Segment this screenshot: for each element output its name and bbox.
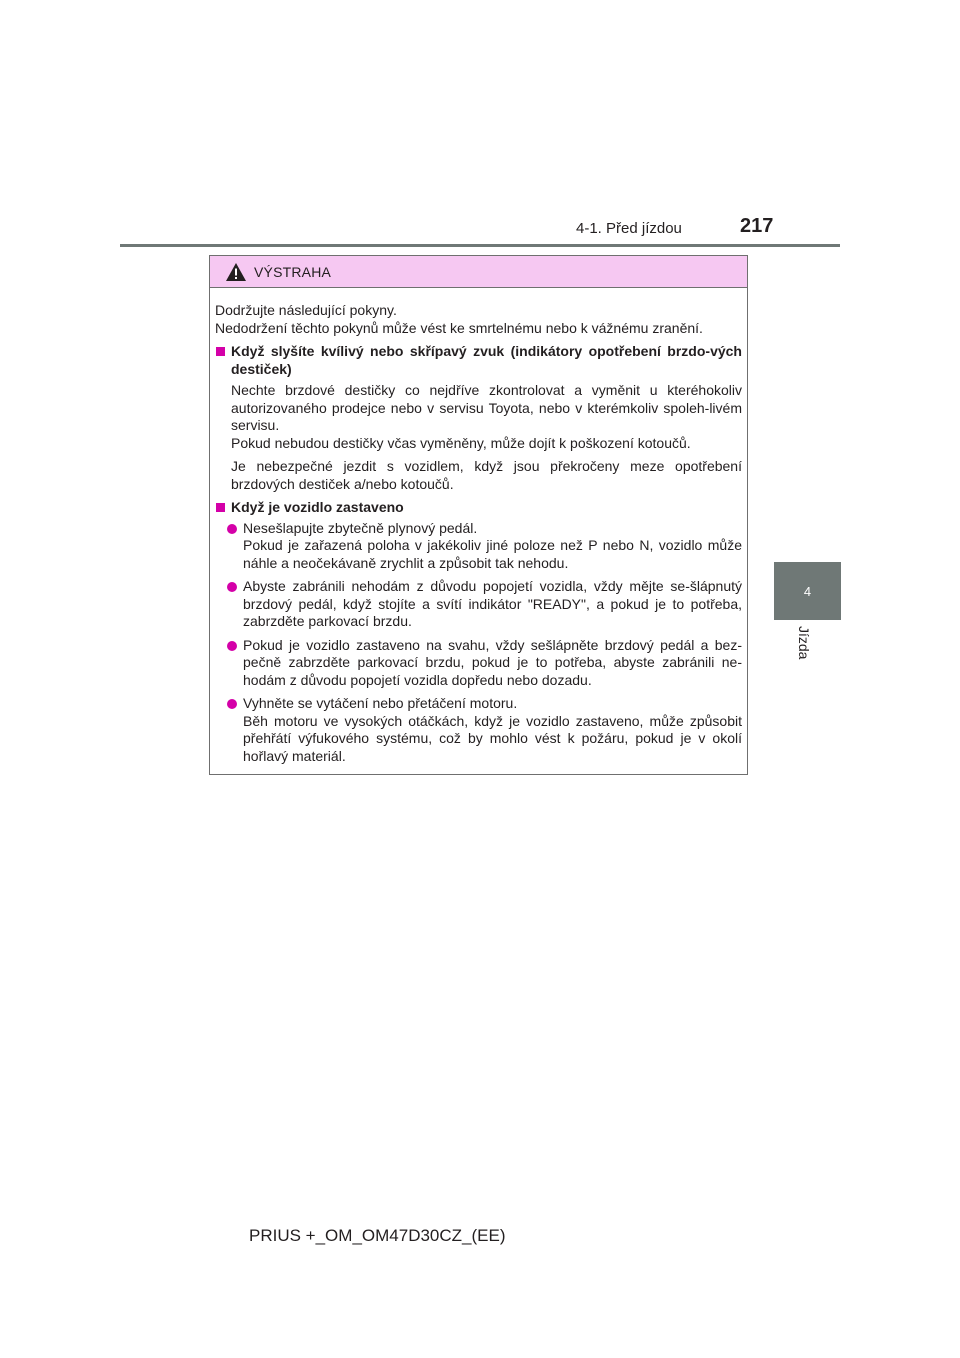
round-bullet-icon — [227, 582, 237, 592]
paragraph-line: Pokud nebudou destičky včas vyměněny, může dojít k poškození kotoučů. — [231, 434, 691, 451]
section-heading-text: Když je vozidlo zastaveno — [231, 499, 404, 515]
document-code: PRIUS +_OM_OM47D30CZ_(EE) — [249, 1226, 506, 1245]
warning-intro — [215, 302, 742, 337]
list-item — [227, 520, 742, 573]
list-item — [227, 637, 742, 690]
square-bullet-icon — [216, 347, 225, 356]
round-bullet-icon — [227, 641, 237, 651]
section-brake-pads — [215, 343, 742, 493]
round-bullet-icon — [227, 524, 237, 534]
paragraph-line: Nechte brzdové destičky co nejdříve zkontrolovat a vyměnit u kteréhokoliv autorizovaného prodejce nebo v servisu Toyota, nebo v kterémkoliv spoleh-livém servisu. — [231, 382, 742, 433]
list-item-line: Vyhněte se vytáčení nebo přetáčení motoru. — [243, 695, 518, 711]
warning-title: VÝSTRAHA — [254, 263, 332, 280]
warning-triangle-icon — [225, 262, 247, 282]
square-bullet-icon — [216, 503, 225, 512]
intro-line: Dodržujte následující pokyny. — [215, 302, 397, 318]
paragraph-line: Je nebezpečné jezdit s vozidlem, když jsou překročeny meze opotřebení brzdových destiček a/nebo kotoučů. — [231, 458, 742, 492]
section-heading-text: Když slyšíte kvílivý nebo skřípavý zvuk (indikátory opotřebení brzdo-vých destiček) — [231, 343, 742, 377]
section-title: 4-1. Před jízdou — [576, 220, 682, 237]
chapter-number: 4 — [803, 583, 812, 599]
list-item-line: Nesešlapujte zbytečně plynový pedál. — [243, 519, 478, 536]
list-item-line: Pokud je zařazená poloha v jakékoliv jiné poloze než P nebo N, vozidlo může náhle a neočekávaně zrychlit a způsobit tak nehodu. — [243, 537, 742, 571]
header-divider — [120, 244, 840, 247]
warning-header — [210, 256, 747, 288]
list-item — [227, 578, 742, 631]
warning-body — [210, 288, 747, 765]
warning-box — [209, 255, 748, 775]
list-item-line: Běh motoru ve vysokých otáčkách, když je vozidlo zastaveno, může způsobit přehřátí výfukového systému, což by mohlo vést k požáru, pokud je v okolí hořlavý materiál. — [243, 712, 742, 764]
list-item-text — [243, 695, 742, 765]
chapter-tab — [774, 562, 841, 620]
list-item-line: Abyste zabránili nehodám z důvodu popojetí vozidla, vždy mějte se-šlápnutý brzdový pedál, když stojíte a svítí indikátor "READY", a pokud je to potřeba, zabrzděte parkovací brzdu. — [243, 578, 742, 629]
round-bullet-icon — [227, 699, 237, 709]
paragraph — [231, 458, 742, 493]
list-item-line: Pokud je vozidlo zastaveno na svahu, vždy sešlápněte brzdový pedál a bez-pečně zabrzděte parkovací brzdu, pokud je to potřeba, abyste zabránili ne-hodám z důvodu popojetí vozidla dopředu nebo dozadu. — [243, 636, 742, 688]
section-heading — [215, 499, 742, 517]
chapter-label: Jízda — [796, 626, 812, 660]
intro-line: Nedodržení těchto pokynů může vést ke smrtelnému nebo k vážnému zranění. — [215, 319, 703, 336]
list-item-text — [243, 578, 742, 631]
paragraph — [231, 382, 742, 452]
list-item-text — [243, 520, 742, 573]
list-item — [227, 695, 742, 765]
section-heading — [215, 343, 742, 378]
page-number: 217 — [740, 215, 774, 237]
section-vehicle-stopped — [215, 499, 742, 765]
list-item-text — [243, 637, 742, 690]
